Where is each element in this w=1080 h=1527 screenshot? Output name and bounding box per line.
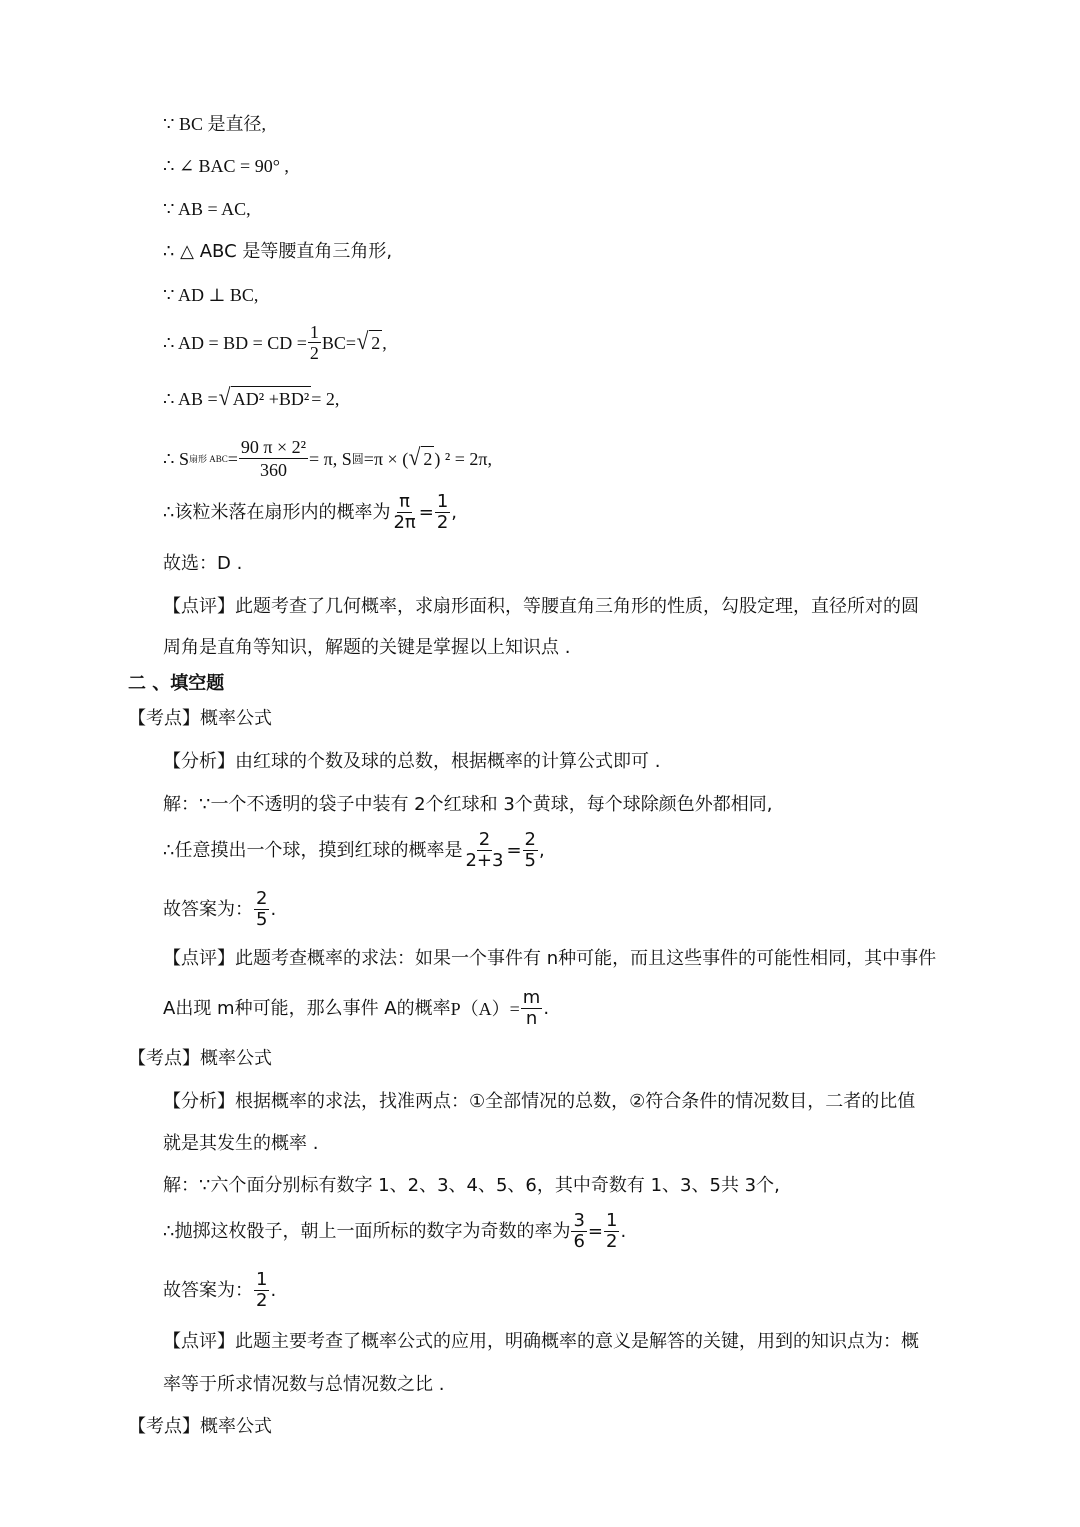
fraction-sector-area xyxy=(239,436,308,481)
fraction-denominator: 6 xyxy=(573,1231,585,1252)
analysis-line: 【分析】由红球的个数及球的总数，根据概率的计算公式即可 . xyxy=(163,751,661,772)
fraction-numerator: m xyxy=(522,987,541,1008)
fraction xyxy=(254,889,269,930)
text-segment: , xyxy=(382,332,387,353)
fraction xyxy=(254,1270,269,1311)
text-segment: = xyxy=(587,1220,603,1242)
text-segment: = π, S xyxy=(309,448,352,469)
fraction-denominator: 5 xyxy=(524,850,536,871)
fraction-numerator: 2 xyxy=(524,829,536,850)
text-segment: ∴抛掷这枚骰子，朝上一面所标的数字为奇数的率为 xyxy=(163,1220,571,1242)
fraction-numerator: 2 xyxy=(256,888,268,909)
text-segment: ∴ S xyxy=(163,448,189,469)
fraction-numerator: 3 xyxy=(573,1210,585,1231)
proof-line-isosceles: ∴ △ ABC 是等腰直角三角形, xyxy=(163,241,393,262)
text-segment: , xyxy=(451,501,458,523)
proof-line-ab-ac: ∵ AB = AC, xyxy=(163,199,251,219)
comment-line-2: 周角是直角等知识，解题的关键是掌握以上知识点 . xyxy=(163,637,571,658)
fraction-denominator: 360 xyxy=(259,460,287,480)
fraction xyxy=(435,492,450,533)
text-segment: . xyxy=(270,898,277,920)
fraction-denominator: 5 xyxy=(256,909,268,930)
text-segment: ) ² = 2π, xyxy=(434,448,492,469)
fraction-numerator: 1 xyxy=(309,322,319,342)
fraction-numerator: 1 xyxy=(256,1269,268,1290)
fraction-denominator: 2π xyxy=(393,512,416,533)
fraction-denominator: n xyxy=(525,1008,538,1029)
solution-line-2 xyxy=(163,830,545,871)
square-root xyxy=(408,446,434,471)
proof-line-probability xyxy=(163,492,457,533)
fraction-numerator: 2 xyxy=(478,829,491,850)
fraction-denominator: 2 xyxy=(436,512,449,533)
subscript: 扇形 ABC xyxy=(188,453,228,464)
fraction-half xyxy=(308,322,321,363)
answer-line: 故选：D . xyxy=(163,553,243,574)
fraction xyxy=(391,492,417,533)
topic-label: 【考点】概率公式 xyxy=(128,708,272,729)
fraction-numerator: 1 xyxy=(606,1210,618,1231)
text-segment: . xyxy=(543,997,550,1019)
fraction xyxy=(571,1211,586,1252)
proof-line-ad-perp-bc: ∵ AD ⊥ BC, xyxy=(163,285,259,305)
text-segment: ∴ AD = BD = CD = xyxy=(163,332,307,353)
fraction-numerator: 1 xyxy=(436,491,449,512)
fraction-denominator: 2 xyxy=(606,1231,618,1252)
proof-line-angle-bac: ∴ ∠ BAC = 90° , xyxy=(163,156,289,176)
topic-label: 【考点】概率公式 xyxy=(128,1416,272,1437)
text-segment: , xyxy=(539,839,545,861)
fraction-denominator: 2+3 xyxy=(465,850,504,871)
comment-line-1: 【点评】此题考查了几何概率，求扇形面积，等腰直角三角形的性质，勾股定理，直径所对的圆 xyxy=(163,596,919,617)
radical-sign: √ xyxy=(408,445,421,471)
square-root xyxy=(356,330,382,355)
analysis-line-1: 【分析】根据概率的求法，找准两点：①全部情况的总数，②符合条件的情况数目，二者的比值 xyxy=(163,1091,916,1112)
text-segment: = xyxy=(227,448,238,469)
fraction-denominator: 2 xyxy=(256,1290,268,1311)
subscript: 圆 xyxy=(351,451,364,466)
fraction-numerator: 90 π × 2² xyxy=(240,437,307,457)
radicand: 2 xyxy=(369,330,382,355)
radicand: 2 xyxy=(421,446,434,471)
text-segment: ∴ AB = xyxy=(163,388,218,409)
fraction xyxy=(523,830,538,871)
comment-line-2: 率等于所求情况数与总情况数之比 . xyxy=(163,1374,445,1395)
text-segment: 故答案为： xyxy=(163,1279,253,1301)
proof-line-ad-bd-cd xyxy=(163,322,387,363)
text-segment: 故答案为： xyxy=(163,898,253,920)
comment-line-1: 【点评】此题考查概率的求法：如果一个事件有 n种可能，而且这些事件的可能性相同，其中事件 xyxy=(163,948,937,969)
fraction xyxy=(604,1211,619,1252)
topic-label: 【考点】概率公式 xyxy=(128,1048,272,1069)
radicand: AD² +BD² xyxy=(231,386,311,411)
solution-line-1: 解：∵一个不透明的袋子中装有 2个红球和 3个黄球，每个球除颜色外都相同, xyxy=(163,794,773,815)
text-segment: ∴该粒米落在扇形内的概率为 xyxy=(163,501,391,523)
text-segment: A出现 m种可能，那么事件 A的概率 xyxy=(163,997,451,1019)
fraction-denominator: 2 xyxy=(309,343,319,363)
section-heading-fill-in: 二 、填空题 xyxy=(128,673,225,694)
text-segment: =π × ( xyxy=(363,448,409,469)
proof-line-bc-diameter: ∵ BC 是直径, xyxy=(163,114,266,134)
proof-line-ab-value xyxy=(163,386,339,411)
fraction xyxy=(463,830,505,871)
answer-line xyxy=(163,889,276,930)
text-segment: P（A）= xyxy=(450,998,520,1019)
text-segment: = xyxy=(418,501,434,523)
text-segment: ∴任意摸出一个球，摸到红球的概率是 xyxy=(163,839,463,861)
radical-sign: √ xyxy=(356,329,369,355)
fraction-numerator: π xyxy=(399,491,411,512)
text-segment: = 2, xyxy=(311,388,340,409)
proof-line-areas xyxy=(163,436,492,481)
fraction xyxy=(521,988,543,1029)
solution-line-1: 解：∵六个面分别标有数字 1、2、3、4、5、6，其中奇数有 1、3、5共 3个, xyxy=(163,1175,780,1196)
text-segment: . xyxy=(620,1220,627,1242)
comment-line-1: 【点评】此题主要考查了概率公式的应用，明确概率的意义是解答的关键，用到的知识点为：概 xyxy=(163,1331,919,1352)
square-root xyxy=(218,386,312,411)
radical-sign: √ xyxy=(218,385,231,412)
answer-line xyxy=(163,1270,276,1311)
text-segment: = xyxy=(506,839,522,861)
text-segment: . xyxy=(270,1279,277,1301)
solution-line-2 xyxy=(163,1211,626,1252)
text-segment: BC= xyxy=(321,332,357,353)
analysis-line-2: 就是其发生的概率 . xyxy=(163,1133,319,1154)
comment-line-2 xyxy=(163,988,549,1029)
